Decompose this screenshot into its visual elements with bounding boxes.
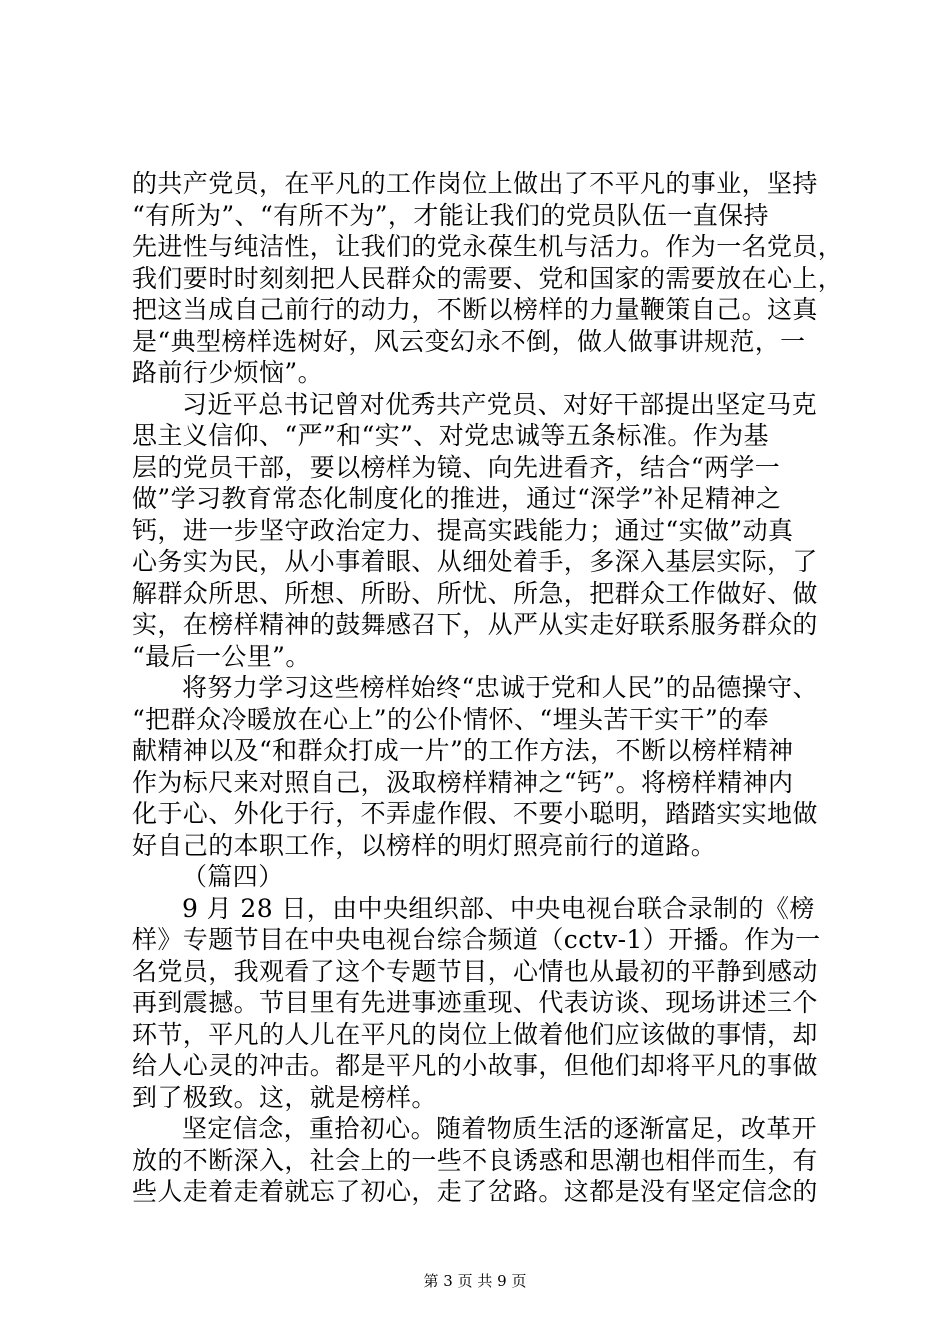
text-line: 名党员，我观看了这个专题节目，心情也从最初的平静到感动 (132, 956, 818, 986)
text-line: 些人走着走着就忘了初心，走了岔路。这都是没有坚定信念的 (132, 1177, 818, 1206)
text-line: 化于心、外化于行，不弄虚作假、不要小聪明，踏踏实实地做 (132, 799, 818, 828)
text-line: 放的不断深入，社会上的一些不良诱惑和思潮也相伴而生，有 (132, 1145, 818, 1175)
text-line: 心务实为民，从小事着眼、从细处着手，多深入基层实际，了 (132, 547, 818, 576)
text-line: “最后一公里”。 (132, 641, 311, 671)
text-line: 做”学习教育常态化制度化的推进，通过“深学”补足精神之 (132, 484, 782, 513)
text-line: 坚定信念，重拾初心。随着物质生活的逐渐富足，改革开 (182, 1114, 818, 1143)
text-line: 把这当成自己前行的动力，不断以榜样的力量鞭策自己。这真 (132, 295, 818, 324)
text-line: 9 月 28 日，由中央组织部、中央电视台联合录制的《榜 (182, 893, 815, 923)
text-line: 将努力学习这些榜样始终“忠诚于党和人民”的品德操守、 (182, 673, 818, 702)
text-line: 先进性与纯洁性，让我们的党永葆生机与活力。作为一名党员， (132, 232, 844, 261)
text-line: 样》专题节目在中央电视台综合频道（cctv-1）开播。作为一 (132, 925, 821, 954)
text-line: 是“典型榜样选树好，风云变幻永不倒，做人做事讲规范，一 (132, 326, 806, 356)
text-line: 钙，进一步坚守政治定力、提高实践能力；通过“实做”动真 (132, 515, 794, 545)
text-line: 解群众所思、所想、所盼、所忧、所急，把群众工作做好、做 (132, 578, 818, 608)
text-line: 给人心灵的冲击。都是平凡的小故事，但他们却将平凡的事做 (132, 1051, 818, 1080)
text-line: 路前行少烦恼”。 (132, 358, 323, 387)
text-line: 再到震撼。节目里有先进事迹重现、代表访谈、现场讲述三个 (132, 988, 818, 1017)
text-line: 实，在榜样精神的鼓舞感召下，从严从实走好联系服务群众的 (132, 610, 818, 639)
text-line: 好自己的本职工作，以榜样的明灯照亮前行的道路。 (132, 830, 717, 860)
text-line: 习近平总书记曾对优秀共产党员、对好干部提出坚定马克 (182, 389, 818, 419)
text-line: 我们要时时刻刻把人民群众的需要、党和国家的需要放在心上， (132, 263, 844, 293)
text-line: （篇四） (182, 862, 284, 891)
text-line: “把群众冷暖放在心上”的公仆情怀、“埋头苦干实干”的奉 (132, 704, 769, 734)
page-footer: 第 3 页 共 9 页 (423, 1272, 527, 1290)
text-line: “有所为”、“有所不为”，才能让我们的党员队伍一直保持 (132, 200, 769, 230)
text-line: 思主义信仰、“严”和“实”、对党忠诚等五条标准。作为基 (132, 421, 769, 450)
text-line: 到了极致。这，就是榜样。 (132, 1082, 437, 1112)
text-line: 的共产党员，在平凡的工作岗位上做出了不平凡的事业，坚持 (132, 169, 818, 198)
text-line: 作为标尺来对照自己，汲取榜样精神之“钙”。将榜样精神内 (132, 767, 794, 797)
text-line: 献精神以及“和群众打成一片”的工作方法，不断以榜样精神 (132, 736, 794, 765)
text-line: 环节，平凡的人儿在平凡的岗位上做着他们应该做的事情，却 (132, 1019, 818, 1049)
document-body (132, 168, 844, 1208)
text-line: 层的党员干部，要以榜样为镜、向先进看齐，结合“两学一 (132, 452, 781, 482)
